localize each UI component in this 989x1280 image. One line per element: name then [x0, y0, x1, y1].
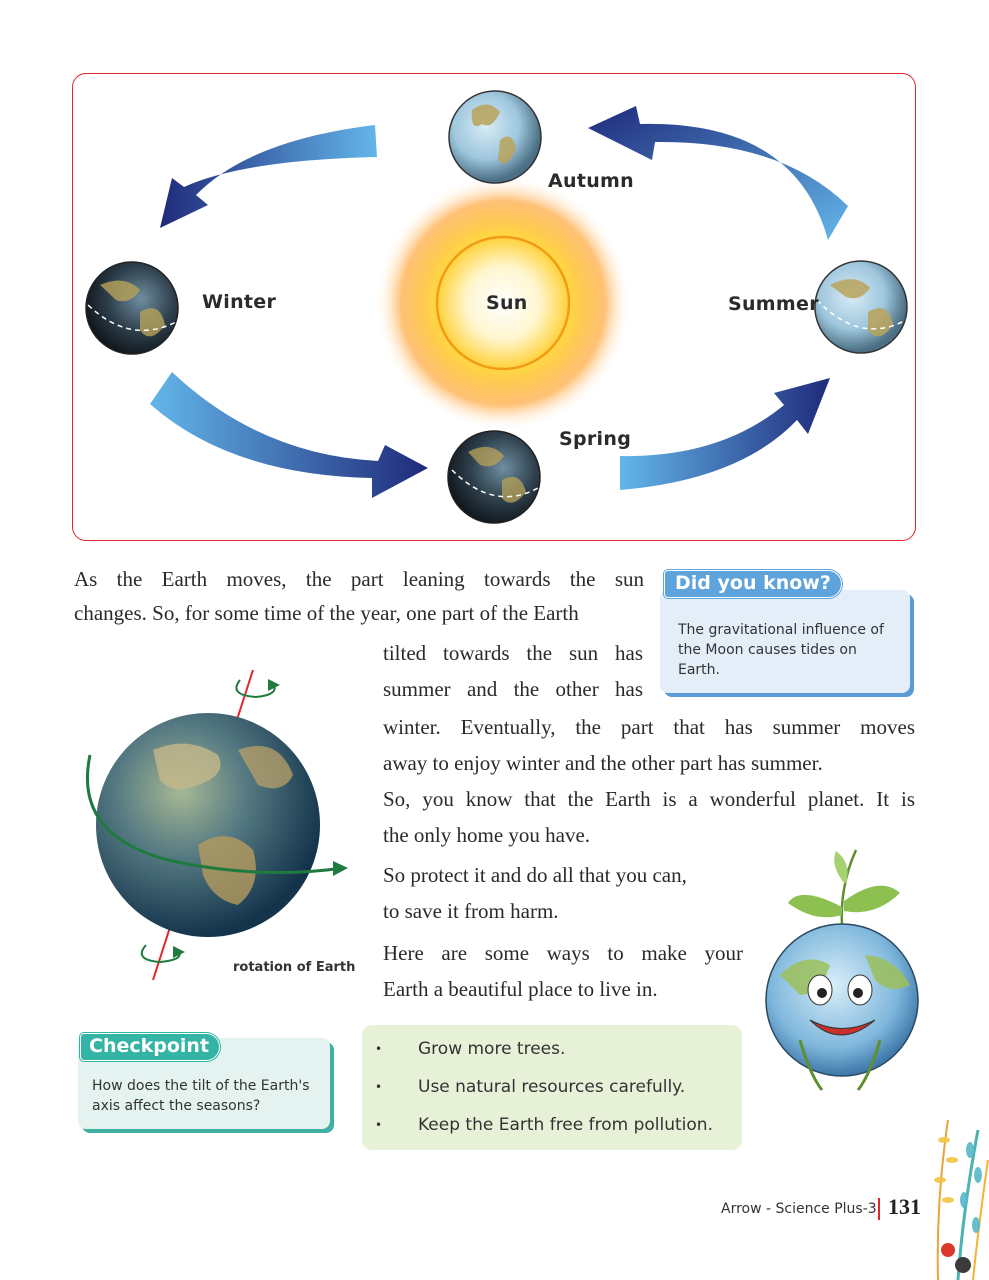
tip-item: • Keep the Earth free from pollution. — [375, 1115, 713, 1135]
beetle-icon — [955, 1257, 971, 1273]
body-text-line: So protect it and do all that you can, — [383, 863, 687, 887]
body-text-line: the only home you have. — [383, 823, 591, 847]
label-sun: Sun — [486, 292, 528, 314]
smiling-earth-illustration — [760, 845, 925, 1095]
arrow-spring-to-summer — [620, 378, 830, 490]
ladybug-icon — [941, 1243, 955, 1257]
label-spring: Spring — [559, 428, 632, 450]
checkpoint-title: Checkpoint — [80, 1033, 220, 1061]
page-number: 131 — [888, 1194, 921, 1219]
did-you-know-title: Did you know? — [664, 570, 842, 598]
body-text-line: So, you know that the Earth is a wonderful planet. It is — [383, 787, 915, 811]
body-text-line: changes. So, for some time of the year, one part of the Earth — [74, 601, 579, 625]
body-text-line: Earth a beautiful place to live in. — [383, 977, 658, 1001]
body-text-line: away to enjoy winter and the other part has summer. — [383, 751, 823, 775]
globe-winter — [86, 262, 178, 354]
body-text-line: As the Earth moves, the part leaning towards the sun — [74, 567, 644, 591]
label-summer: Summer — [728, 293, 819, 315]
book-title: Arrow - Science Plus-3 — [721, 1201, 877, 1217]
checkpoint-text: How does the tilt of the Earth's axis affect the seasons? — [92, 1078, 310, 1114]
label-autumn: Autumn — [548, 170, 634, 192]
body-text-line: winter. Eventually, the part that has summer moves — [383, 715, 915, 739]
footer-divider — [878, 1198, 880, 1220]
did-you-know-text: The gravitational influence of the Moon causes tides on Earth. — [678, 622, 884, 678]
globe-autumn — [449, 91, 541, 183]
decorative-plants — [918, 1100, 989, 1280]
label-winter: Winter — [202, 291, 277, 313]
globe-summer — [815, 261, 907, 353]
tip-item: • Grow more trees. — [375, 1039, 566, 1059]
rotating-earth-illustration — [78, 655, 356, 985]
body-text-line: to save it from harm. — [383, 899, 559, 923]
tips-list — [375, 1035, 713, 1149]
body-text-line: Here are some ways to make your — [383, 941, 743, 965]
seasons-diagram — [0, 0, 989, 560]
arrow-autumn-to-winter — [160, 125, 377, 228]
globe-spring — [448, 431, 540, 523]
body-text-line: summer and the other has — [383, 677, 643, 701]
body-text-line: tilted towards the sun has — [383, 641, 643, 665]
earth-globe — [96, 713, 320, 937]
tip-item: • Use natural resources carefully. — [375, 1077, 686, 1097]
rotation-caption: rotation of Earth — [233, 960, 356, 975]
arrow-winter-to-spring — [150, 372, 428, 498]
